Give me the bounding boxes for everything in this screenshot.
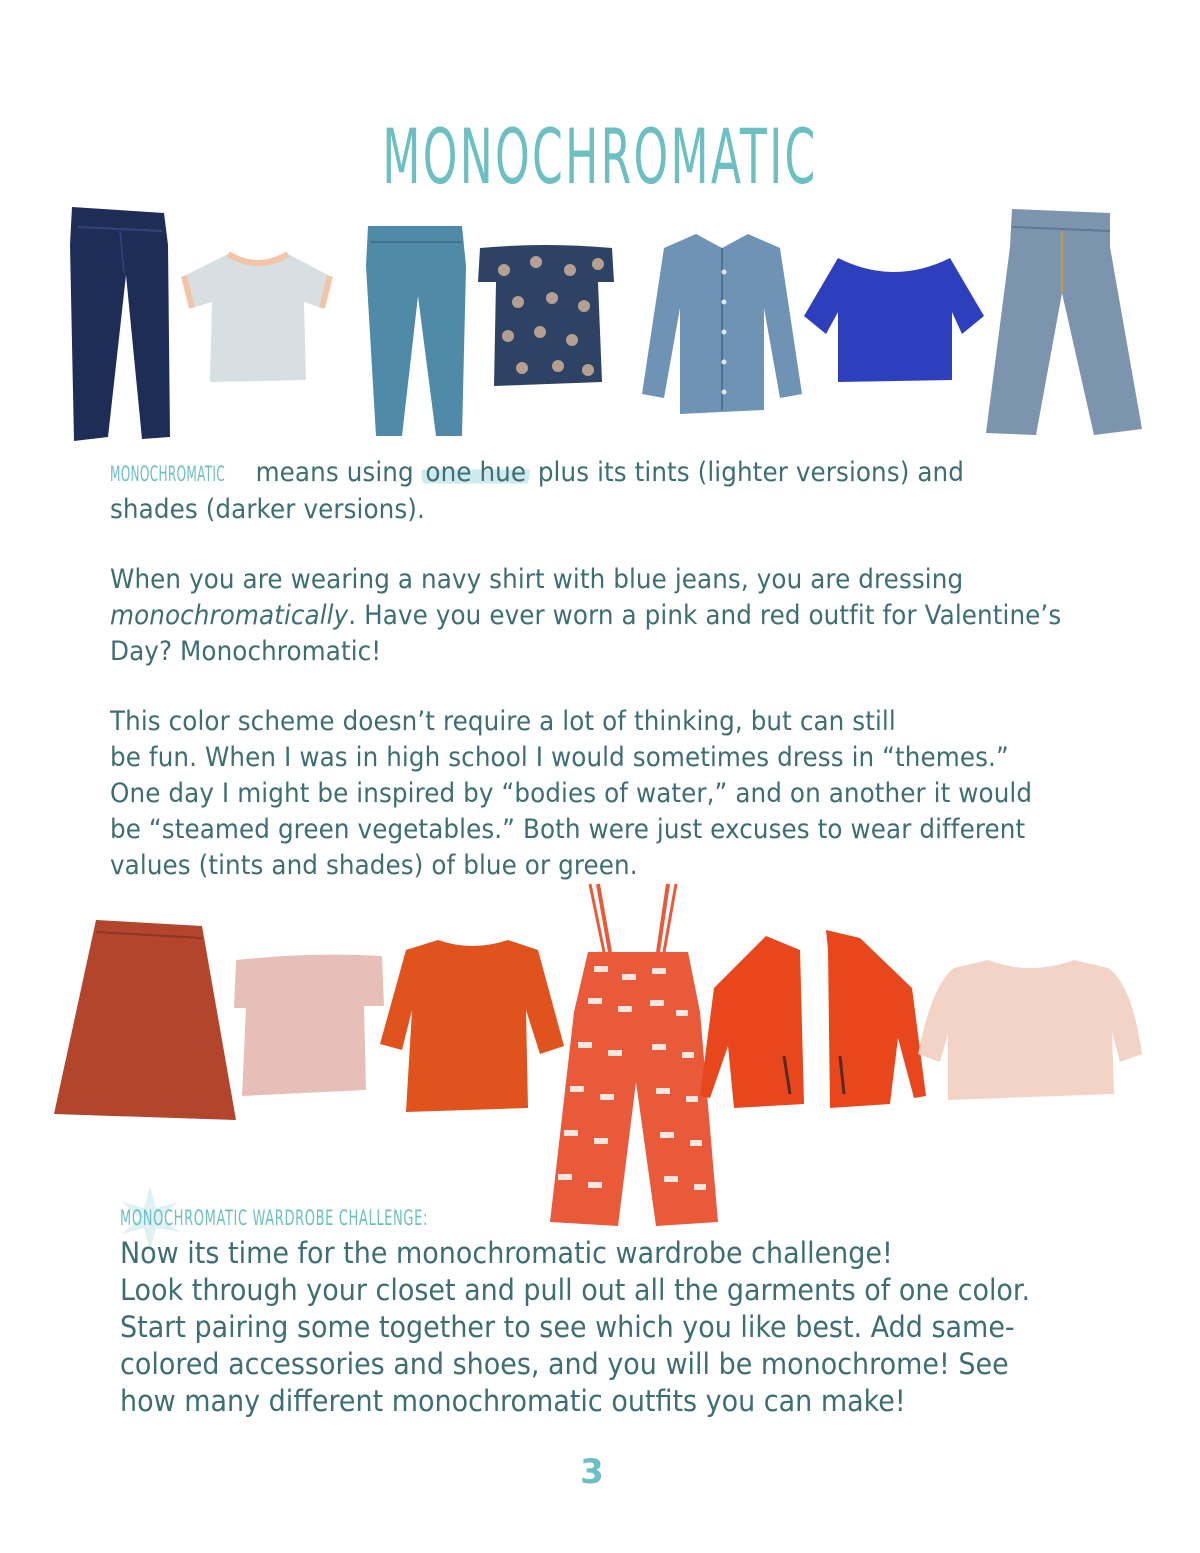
intro-text-b: plus its tints (lighter versions) and [537, 457, 964, 488]
skirt-icon [52, 916, 236, 1122]
tshirt-icon [378, 936, 566, 1112]
top-icon [232, 950, 386, 1096]
page-title: MONOCHROMATIC [382, 112, 818, 201]
challenge-line-2: Look through your closet and pull out all the garments of one color. [120, 1273, 1031, 1307]
p3-line-5: values (tints and shades) of blue or green. [110, 850, 638, 881]
blazer-icon [700, 928, 926, 1110]
button-shirt-icon [640, 228, 804, 414]
challenge-text [120, 1235, 1030, 1420]
top-icon [474, 240, 618, 386]
jeans-icon [68, 205, 172, 441]
challenge-line-4: colored accessories and shoes, and you will be monochrome! See [120, 1347, 1009, 1381]
intro-term: MONOCHROMATIC [110, 462, 226, 486]
page-number: 3 [580, 1452, 604, 1492]
wide-jeans-icon [984, 207, 1144, 437]
p3-line-1: This color scheme doesn’t require a lot of thinking, but can still [110, 706, 896, 737]
sweatshirt-icon [918, 954, 1144, 1100]
challenge-line-1: Now its time for the monochromatic wardrobe challenge! [120, 1236, 893, 1270]
intro-text-a: means using [255, 457, 414, 488]
p2-line-2: . Have you ever worn a pink and red outfit for Valentine’s [348, 600, 1062, 631]
p2-line-1: When you are wearing a navy shirt with blue jeans, you are dressing [110, 564, 964, 595]
overalls-icon [548, 882, 718, 1228]
tshirt-icon [180, 248, 336, 384]
p3-line-4: be “steamed green vegetables.” Both were just excuses to wear different [110, 814, 1026, 845]
paragraph-3 [110, 704, 1032, 884]
p3-line-3: One day I might be inspired by “bodies of water,” and on another it would [110, 778, 1033, 809]
trousers-icon [362, 222, 470, 438]
challenge-title: MONOCHROMATIC WARDROBE CHALLENGE: [120, 1206, 428, 1230]
p2-emphasis: monochromatically [110, 600, 349, 631]
challenge-line-3: Start pairing some together to see which you like best. Add same- [120, 1310, 1015, 1344]
paragraph-2 [110, 562, 1061, 670]
intro-line-2: shades (darker versions). [110, 494, 425, 525]
challenge-line-5: how many different monochromatic outfits you can make! [120, 1384, 906, 1418]
intro-paragraph [110, 455, 964, 528]
p3-line-2: be fun. When I was in high school I would sometimes dress in “themes.” [110, 742, 1009, 773]
p2-line-3: Day? Monochromatic! [110, 636, 382, 667]
top-icon [802, 252, 986, 382]
intro-highlight: one hue [422, 457, 530, 488]
